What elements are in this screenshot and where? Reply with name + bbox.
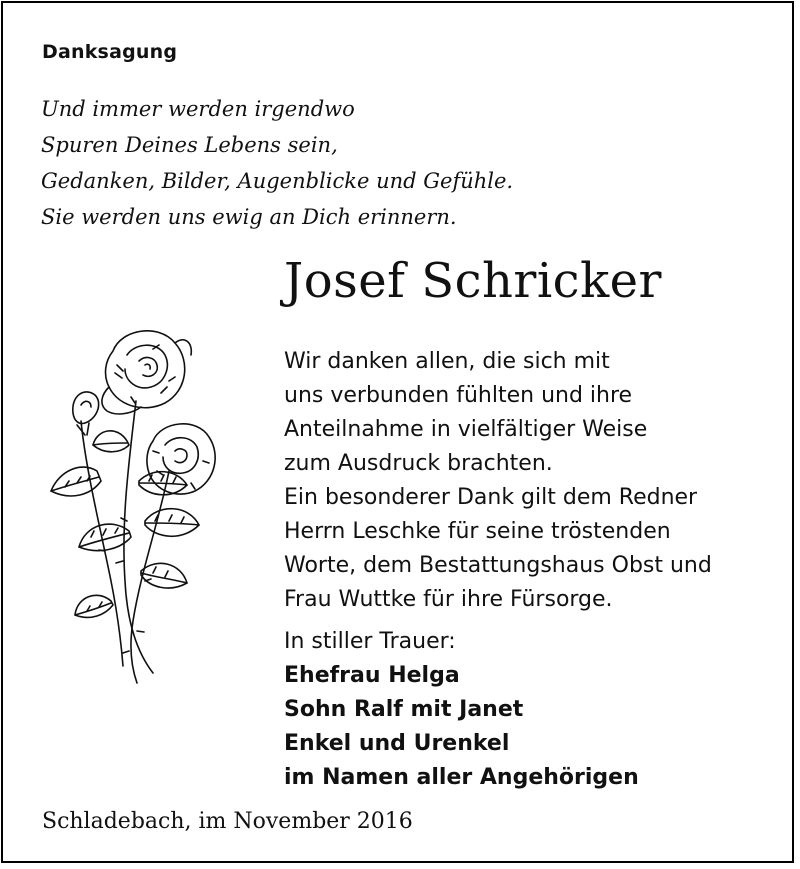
mourner-name: im Namen aller Angehörigen	[284, 765, 639, 790]
thanks-line: Worte, dem Bestattungshaus Obst und	[284, 553, 712, 578]
poem-line: Und immer werden irgendwo	[41, 97, 355, 121]
place-date: Schladebach, im November 2016	[42, 809, 413, 834]
mourner-name: Ehefrau Helga	[284, 663, 460, 688]
thanks-line: Wir danken allen, die sich mit	[284, 349, 610, 374]
deceased-name: Josef Schricker	[284, 253, 662, 309]
thanks-line: Anteilnahme in vielfältiger Weise	[284, 417, 648, 442]
mourners-block	[284, 625, 639, 795]
poem-line: Spuren Deines Lebens sein,	[41, 133, 338, 157]
heading-danksagung: Danksagung	[42, 41, 178, 63]
thanks-line: Frau Wuttke für ihre Fürsorge.	[284, 587, 613, 612]
poem-line: Gedanken, Bilder, Augenblicke und Gefühle.	[41, 169, 514, 193]
thanks-line: Ein besonderer Dank gilt dem Redner	[284, 485, 698, 510]
poem-verse	[41, 91, 513, 235]
mourner-name: Enkel und Urenkel	[284, 731, 510, 756]
mourner-name: Sohn Ralf mit Janet	[284, 697, 524, 722]
mourning-intro: In stiller Trauer:	[284, 629, 456, 654]
rose-illustration	[41, 321, 231, 691]
thanks-line: Herrn Leschke für seine tröstenden	[284, 519, 671, 544]
obituary-frame	[1, 1, 794, 863]
thanks-text	[284, 345, 712, 617]
poem-line: Sie werden uns ewig an Dich erinnern.	[41, 205, 457, 229]
thanks-line: uns verbunden fühlten und ihre	[284, 383, 633, 408]
thanks-line: zum Ausdruck brachten.	[284, 451, 553, 476]
